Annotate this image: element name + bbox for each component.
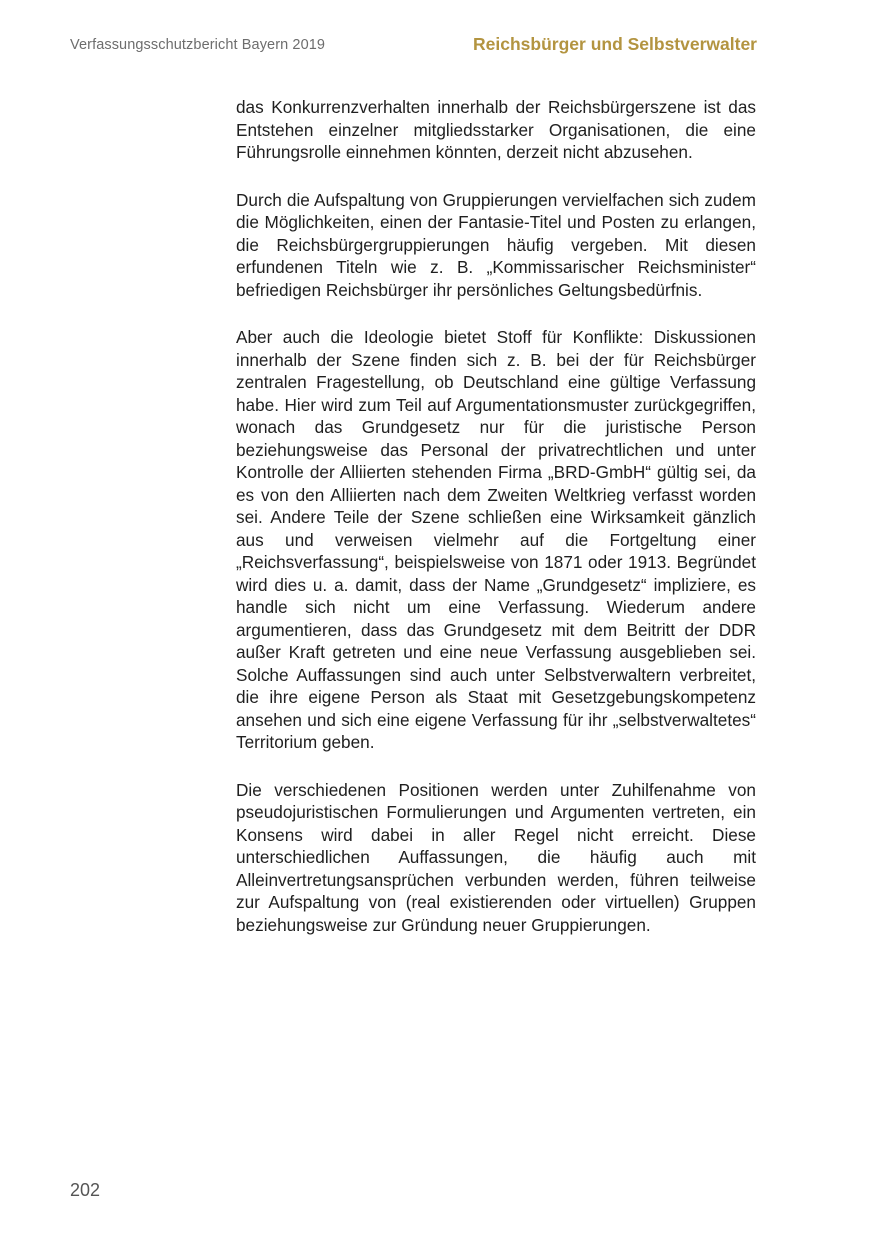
paragraph-2: Durch die Aufspaltung von Gruppierungen vervielfachen sich zudem die Möglichkeiten, einen der Fantasie-Titel und Posten zu erlangen, die Reichsbürgergruppierungen häufig vergeben. Mit diesen erfundenen Titeln wie z. B. „Kommissarischer Reichsminister“ befriedigen Reichsbürger ihr persönliches Geltungsbedürfnis. bbox=[236, 189, 756, 300]
paragraph-1: das Konkurrenzverhalten innerhalb der Reichsbürgerszene ist das Entstehen einzelner mitgliedsstarker Organisationen, die eine Führungsrolle einnehmen könnten, derzeit nicht abzusehen. bbox=[236, 97, 756, 162]
running-header-publication: Verfassungsschutzbericht Bayern 2019 bbox=[70, 37, 326, 53]
body-text bbox=[236, 96, 756, 961]
paragraph-3: Aber auch die Ideologie bietet Stoff für Konflikte: Diskussionen innerhalb der Szene finden sich z. B. bei der für Reichsbürger zentralen Fragestellung, ob Deutschland eine gültige Verfassung habe. Hier wird zum Teil auf Argumentationsmuster zurückgegriffen, wonach das Grundgesetz nur für die juristische Person beziehungsweise das Personal der privatrechtlichen und unter Kontrolle der Alliierten stehenden Firma „BRD-GmbH“ gültig sei, da es von den Alliierten nach dem Zweiten Weltkrieg verfasst worden sei. Andere Teile der Szene schließen eine Wirksamkeit gänzlich aus und verweisen vielmehr auf die Fortgeltung einer „Reichsverfassung“, beispielsweise von 1871 oder 1913. Begründet wird dies u. a. damit, dass der Name „Grundgesetz“ impliziere, es handle sich nicht um eine Verfassung. Wiederum andere argumentieren, dass das Grundgesetz mit dem Beitritt der DDR außer Kraft getreten und eine neue Verfassung ausgeblieben sei. Solche Auffassungen sind auch unter Selbstverwaltern verbreitet, die ihre eigene Person als Staat mit Gesetzgebungskompetenz ansehen und sich eine eigene Verfassung für ihr „selbstverwaltetes“ Territorium geben. bbox=[236, 327, 756, 752]
running-header-section-title: Reichsbürger und Selbstverwalter bbox=[473, 34, 757, 54]
page-number: 202 bbox=[70, 1180, 101, 1200]
paragraph-4: Die verschiedenen Positionen werden unter Zuhilfenahme von pseudojuristischen Formulierungen und Argumenten vertreten, ein Konsens wird dabei in aller Regel nicht erreicht. Diese unterschiedlichen Auffassungen, die häufig auch mit Alleinvertretungsansprüchen verbunden werden, führen teilweise zur Aufspaltung von (real existierenden oder virtuellen) Gruppen beziehungsweise zur Gründung neuer Gruppierungen. bbox=[236, 779, 756, 935]
